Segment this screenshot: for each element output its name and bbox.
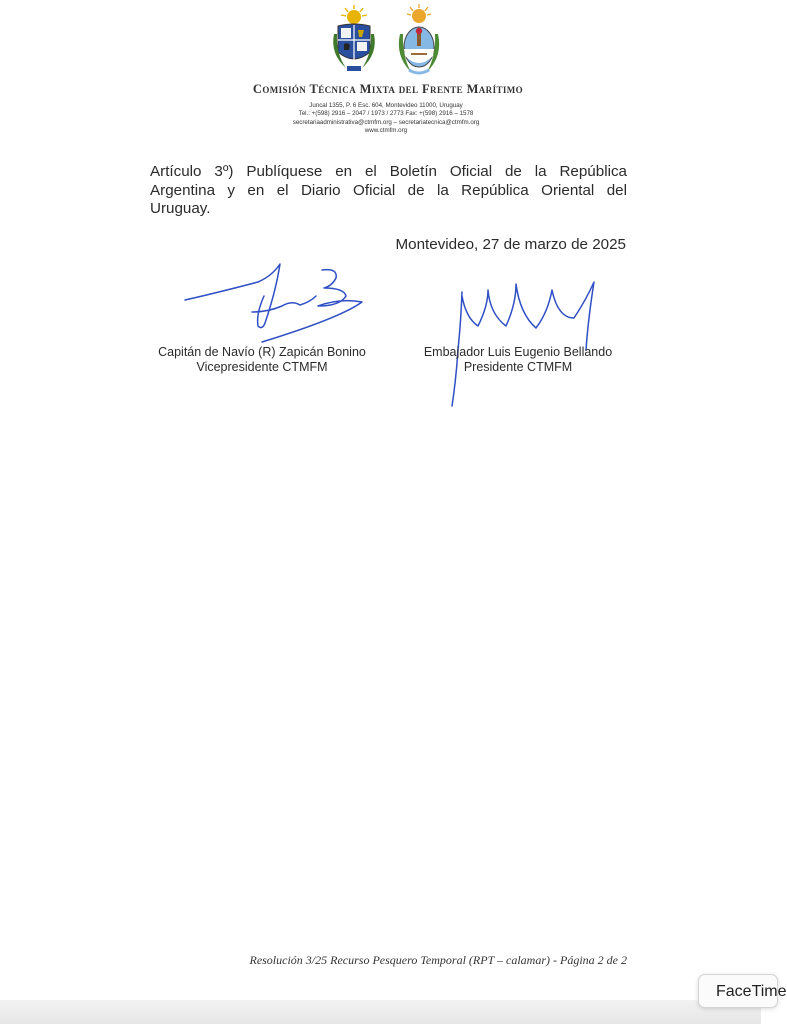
document-date: Montevideo, 27 de marzo de 2025 [395,236,626,253]
signer-name: Embajador Luis Eugenio Bellando [423,345,613,359]
page-footer: Resolución 3/25 Recurso Pesquero Temporal (RPT – calamar) - Página 2 de 2 [249,953,627,967]
signatures [0,0,761,420]
organization-title: Comisión Técnica Mixta del Frente Marítimo [252,82,524,96]
website-line: www.ctmfm.org [364,127,408,134]
article-line: Artículo 3º) Publíquese en el Boletín Oficial de la República [150,163,627,180]
article-line: Uruguay. [150,200,211,217]
signer-president [415,345,621,375]
signer-vicepresident [148,345,376,375]
signer-role: Presidente CTMFM [463,360,573,374]
signature-bellando [452,282,594,406]
email-line: secretariaadministrativa@ctmfm.org – secretariatecnica@ctmfm.org [292,119,480,126]
article-line: Argentina y en el Diario Oficial de la República Oriental del [150,181,627,199]
phone-line: Tel.: +(598) 2916 – 2047 / 1973 / 2773 Fax: +(598) 2916 – 1578 [298,110,474,117]
signer-role: Vicepresidente CTMFM [196,360,328,374]
viewer-bottom-bar [0,1000,761,1024]
signer-name: Capitán de Navío (R) Zapicán Bonino [158,345,366,359]
facetime-tooltip[interactable]: FaceTime [698,974,778,1008]
address-line: Juncal 1355, P. 6 Esc. 604, Montevideo 11000, Uruguay [309,102,463,109]
signature-bonino [185,264,362,342]
